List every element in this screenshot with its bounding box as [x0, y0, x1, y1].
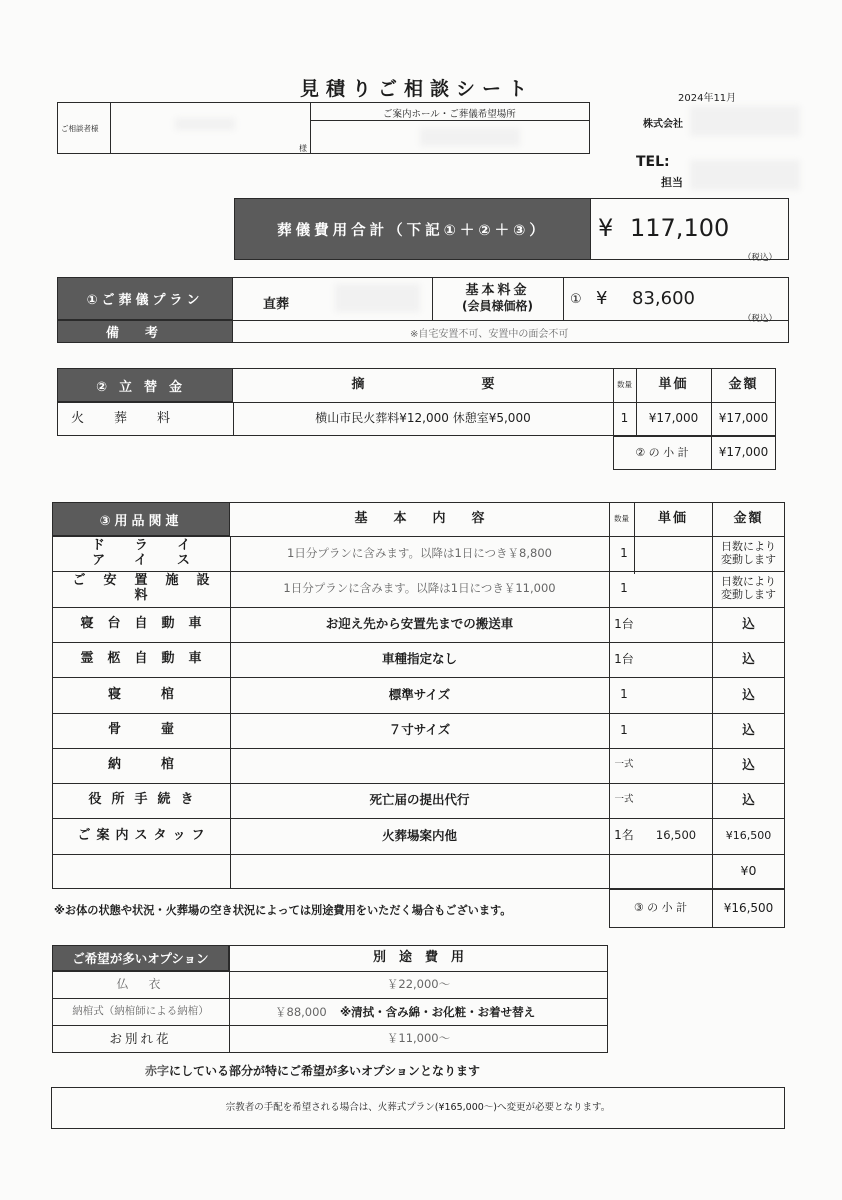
customer-label: ご相談者様 [61, 124, 99, 133]
supplies-item: ご案内スタッフ [77, 827, 211, 843]
supplies-amount: 込 [742, 757, 755, 773]
supplies-desc: 死亡届の提出代行 [369, 792, 470, 808]
supplies-item: 納棺 [107, 757, 214, 773]
advance-col-desc: 摘 要 [351, 376, 495, 392]
supplies-title: ③用品関連 [52, 502, 230, 536]
supplies-amount: 日数により変動します [721, 575, 776, 601]
options-legend-red: 赤字 [145, 1064, 170, 1078]
supplies-desc: お迎え先から安置先までの搬送車 [325, 616, 514, 632]
advance-amount: ¥17,000 [718, 411, 769, 426]
options-col: 別 途 費 用 [372, 949, 464, 965]
supplies-amount: 込 [742, 722, 755, 738]
advance-desc: 横山市民火葬料¥12,000 休憩室¥5,000 [315, 411, 531, 426]
supplies-unit [640, 783, 712, 818]
supplies-qty: 1名 [614, 828, 634, 843]
supplies-unit: 16,500 [655, 828, 697, 843]
total-amount: 117,100 [630, 214, 730, 242]
company-label: 株式会社 [643, 119, 683, 130]
supplies-qty: 1 [620, 581, 628, 596]
supplies-unit [640, 713, 712, 748]
plan-tax: （税込） [743, 314, 778, 324]
supplies-desc: 車種指定なし [381, 651, 457, 667]
supplies-desc: 1日分プランに含みます。以降は1日につき￥8,800 [287, 545, 552, 560]
option-item-1: 仏 衣 [116, 976, 165, 991]
supplies-qty: 1台 [614, 616, 634, 631]
supplies-item: 寝台自動車 [80, 616, 216, 632]
plan-mark: ① [570, 292, 582, 307]
supplies-item: ドライアイス [91, 537, 221, 568]
advance-item: 火葬料 [71, 410, 201, 426]
venue-label: ご案内ホール・ご葬儀希望場所 [383, 109, 516, 120]
advance-col-amount: 金額 [728, 376, 759, 392]
supplies-desc [230, 854, 609, 889]
staff-label: 担当 [661, 176, 683, 189]
supplies-amount: 込 [742, 686, 755, 702]
supplies-qty: 1 [620, 545, 628, 560]
supplies-desc: 1日分プランに含みます。以降は1日につき￥11,000 [283, 581, 556, 596]
supplies-col-amount: 金額 [733, 510, 764, 526]
date-label: 2024年11月 [678, 93, 737, 104]
option-price-3: ￥11,000～ [386, 1031, 451, 1046]
advance-col-qty: 数量 [617, 379, 632, 389]
option-item-3: お別れ花 [109, 1030, 172, 1046]
base-label: 基本料金 [465, 282, 530, 298]
option-price-2: ￥88,000 [275, 1005, 327, 1019]
supplies-amount: 込 [742, 792, 755, 808]
supplies-amount: ¥16,500 [725, 828, 772, 842]
supplies-item: 骨壷 [107, 722, 214, 738]
supplies-item: 寝棺 [107, 686, 214, 702]
tel-label: TEL: [636, 154, 670, 170]
supplies-unit [640, 607, 712, 642]
total-yen: ¥ [598, 214, 614, 242]
advance-title: ②立替金 [57, 368, 233, 402]
page-title: 見積りご相談シート [300, 78, 535, 100]
supplies-qty: 1台 [614, 651, 634, 666]
options-legend-rest: にしている部分が特にご希望が多いオプションとなります [169, 1064, 480, 1078]
honorific-label: 様 [299, 144, 307, 153]
plan-yen: ¥ [596, 288, 608, 309]
advance-subtotal: ¥17,000 [718, 445, 769, 460]
supplies-qty: 1 [620, 722, 628, 737]
supplies-qty: 一式 [614, 794, 634, 806]
options-title: ご希望が多いオプション [52, 945, 229, 971]
option-item-2: 納棺式（納棺師による納棺） [72, 1005, 209, 1018]
supplies-unit [640, 854, 712, 889]
option-note-2: ※清拭・含み綿・お化粧・お着せ替え [340, 1005, 536, 1019]
base-sub: (会員様価格) [462, 299, 533, 314]
supplies-item: 役所手続き [88, 792, 204, 808]
supplies-unit [640, 677, 712, 713]
supplies-unit [640, 571, 712, 607]
option-price-1: ￥22,000～ [386, 976, 451, 991]
footer-note: 宗教者の手配を希望される場合は、火葬式プラン(¥165,000～)へ変更が必要となります。 [225, 1101, 611, 1113]
plan-remarks: ※自宅安置不可、安置中の面会不可 [410, 329, 569, 340]
supplies-qty: 一式 [614, 759, 634, 771]
supplies-col-qty: 数量 [614, 513, 629, 523]
supplies-amount: ¥0 [740, 863, 757, 879]
supplies-desc: 火葬場案内他 [381, 827, 457, 843]
supplies-subtotal: ¥16,500 [723, 900, 774, 915]
supplies-desc: 標準サイズ [388, 686, 451, 702]
supplies-qty: 1 [620, 687, 628, 702]
supplies-unit [640, 536, 712, 571]
supplies-unit [640, 748, 712, 783]
supplies-qty [609, 854, 639, 889]
supplies-col-unit: 単価 [657, 510, 688, 526]
supplies-item [52, 854, 230, 889]
plan-title: ①ご葬儀プラン [57, 277, 233, 320]
advance-unit: ¥17,000 [648, 411, 699, 426]
options-legend [145, 1062, 480, 1079]
total-label: 葬儀費用合計（下記①＋②＋③） [234, 198, 591, 260]
supplies-item: 霊柩自動車 [80, 651, 216, 667]
advance-qty: 1 [620, 411, 629, 426]
supplies-amount: 込 [742, 616, 755, 632]
supplies-unit [640, 642, 712, 677]
supplies-subtotal-label: ③ の 小 計 [633, 901, 688, 915]
supplies-desc [230, 748, 609, 783]
supplies-amount: 込 [742, 651, 755, 667]
advance-subtotal-label: ② の 小 計 [635, 445, 689, 459]
supplies-note: ※お体の状態や状況・火葬場の空き状況によっては別途費用をいただく場合もございます。 [54, 904, 512, 917]
supplies-item: ご安置施設料 [72, 573, 228, 603]
plan-amount: 83,600 [632, 288, 695, 309]
remarks-label: 備考 [57, 320, 233, 343]
advance-col-unit: 単価 [658, 376, 689, 392]
plan-name: 直葬 [263, 297, 290, 312]
total-tax: （税込） [743, 253, 778, 263]
supplies-amount: 日数により変動します [721, 539, 776, 566]
supplies-desc: ７寸サイズ [388, 722, 451, 738]
supplies-col-desc: 基 本 内 容 [354, 510, 485, 526]
